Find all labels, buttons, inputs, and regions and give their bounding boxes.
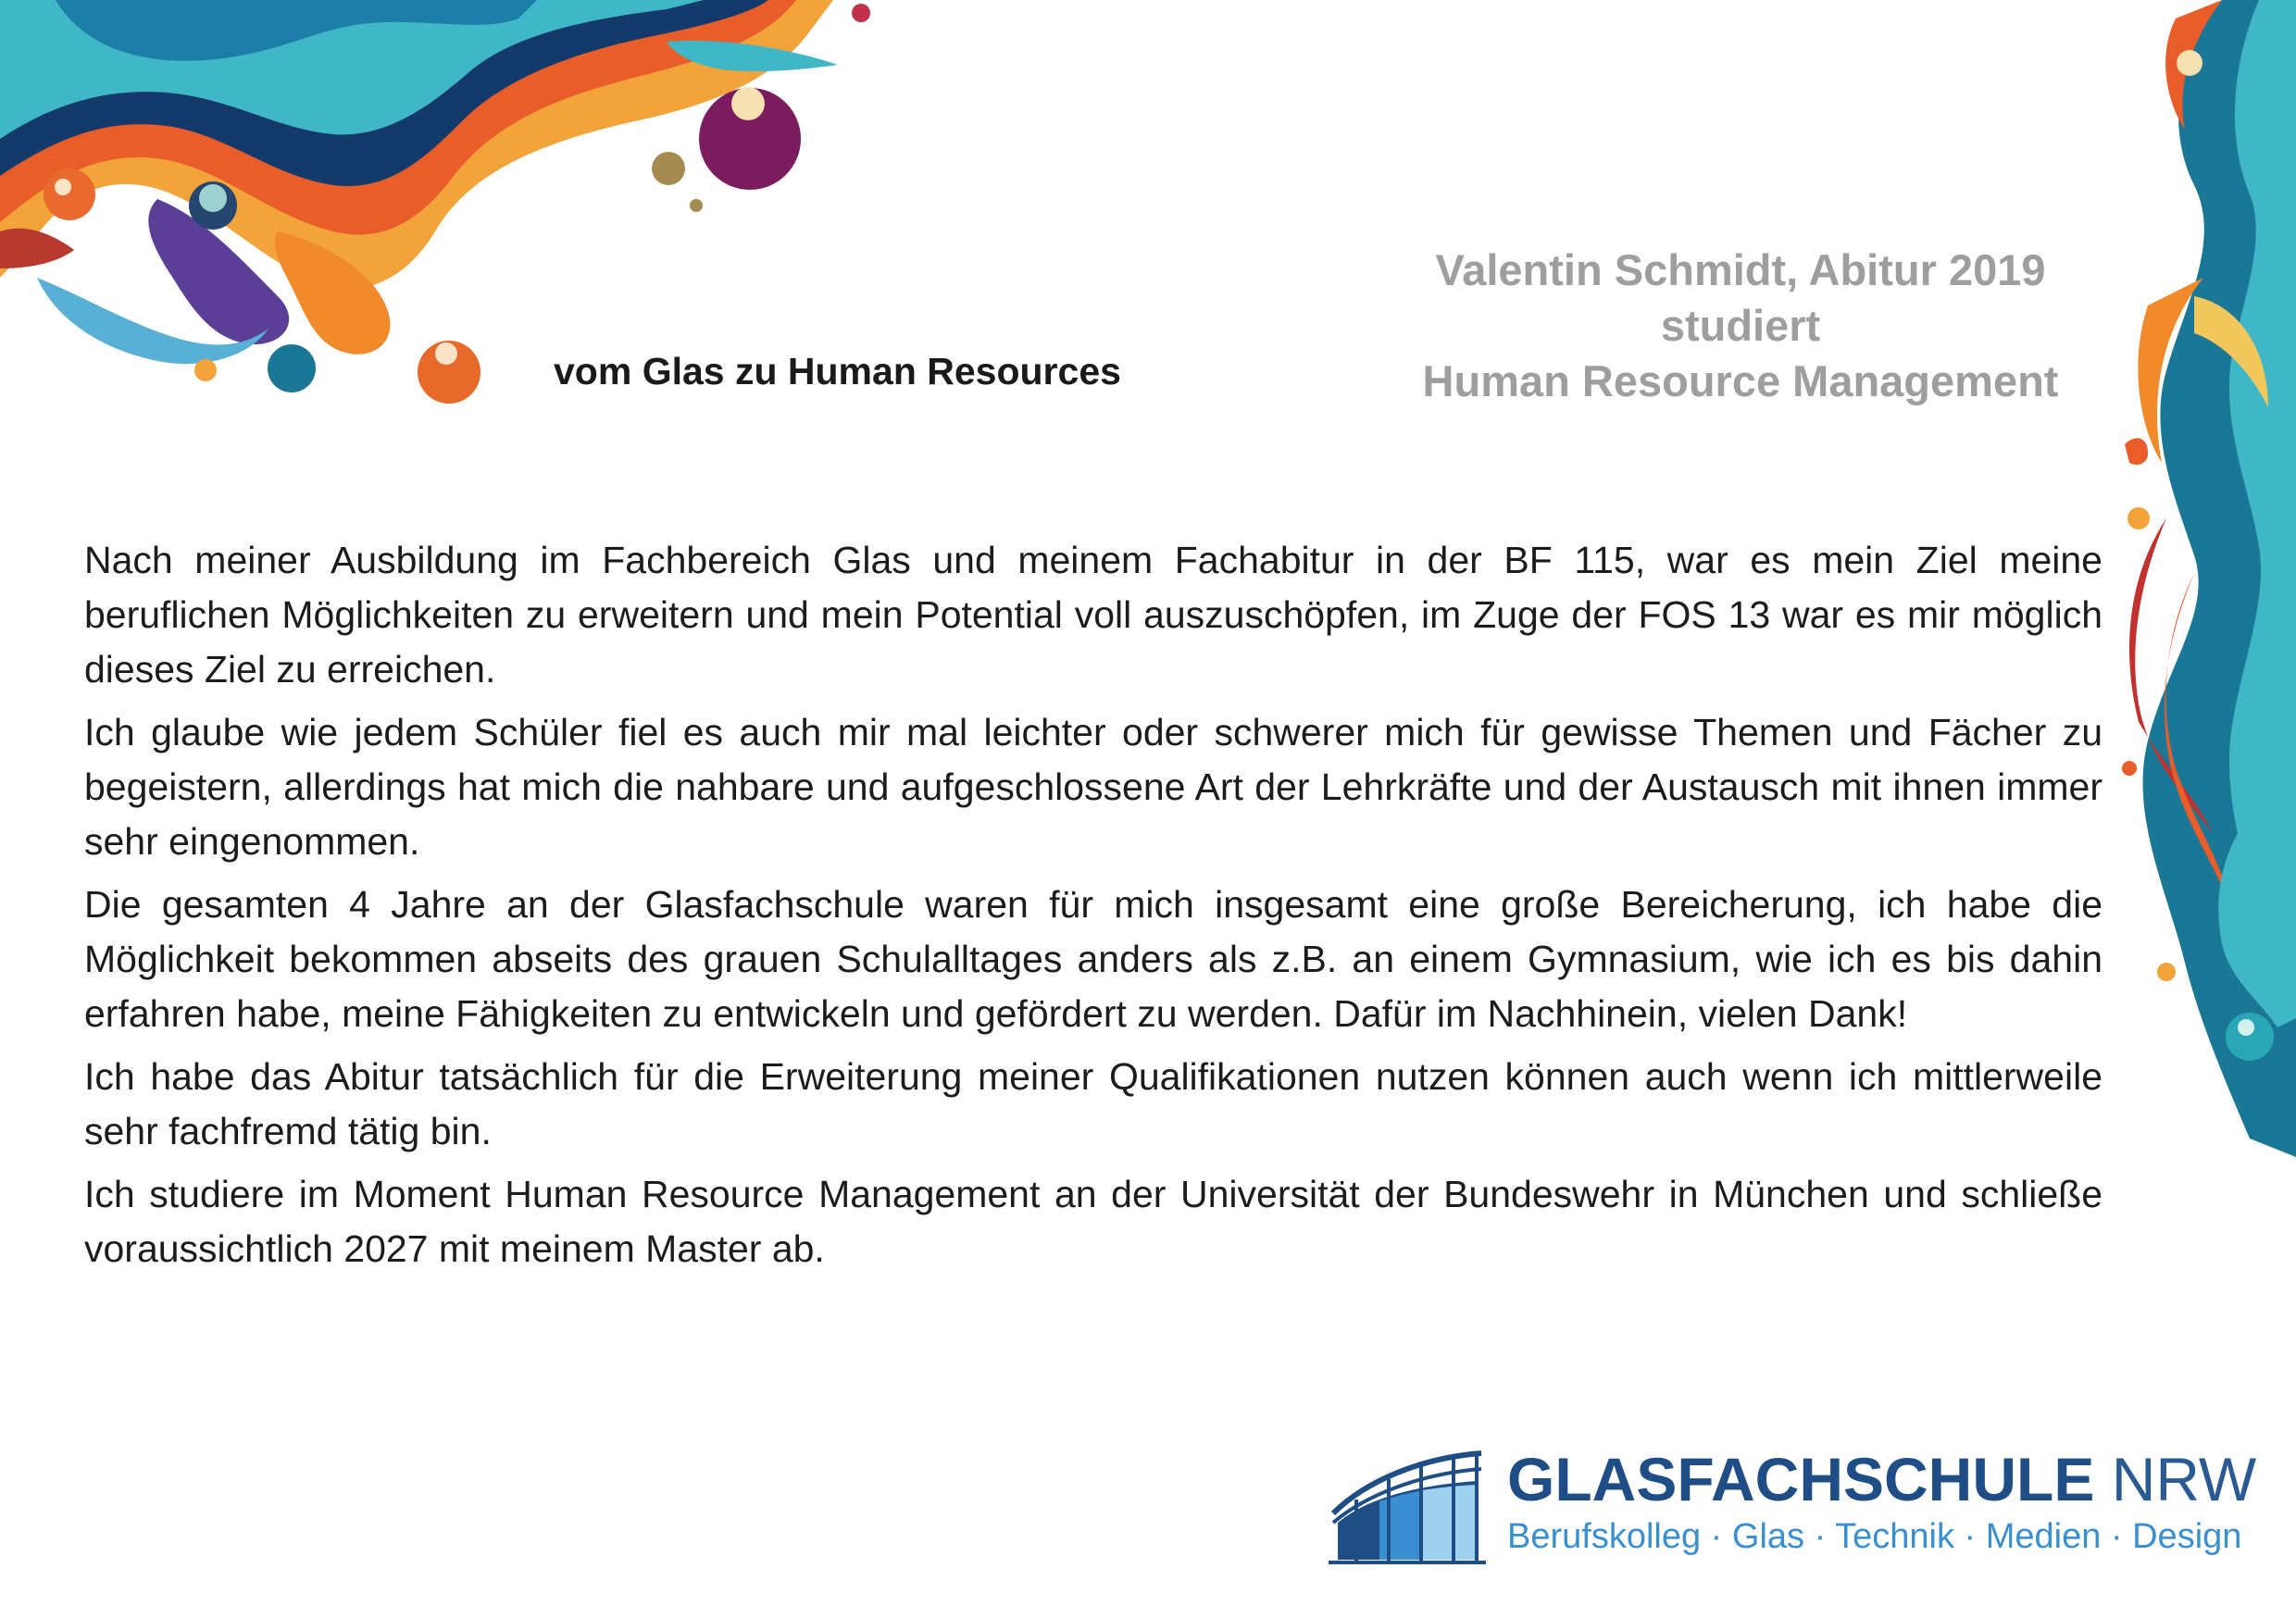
school-logo [1329,1444,2257,1564]
person-program-line: Human Resource Management [1422,356,2059,405]
testimonial-body [84,533,2103,1285]
person-name-line: Valentin Schmidt, Abitur 2019 [1435,245,2046,294]
article-subtitle: vom Glas zu Human Resources [554,350,1121,392]
decorative-swirl-right [2111,0,2296,1176]
person-status-line: studiert [1660,301,1821,350]
paragraph: Ich habe das Abitur tatsächlich für die Erweiterung meiner Qualifikationen nutzen können auch wenn ich mittlerweile sehr fachfremd tätig bin. [84,1055,2103,1152]
school-name-main: GLASFACHSCHULE [1507,1445,2095,1513]
paragraph: Ich studiere im Moment Human Resource Management an der Universität der Bundeswehr in München und schließe voraussichtlich 2027 mit meinem Master ab. [84,1173,2103,1270]
school-name [1507,1444,2256,1514]
paragraph: Nach meiner Ausbildung im Fachbereich Glas und meinem Fachabitur in der BF 115, war es mein Ziel meine beruflichen Möglichkeiten zu erweitern und mein Potential voll auszuschöpfen, im Zuge der FOS 13 war es mir möglich dieses Ziel zu erreichen. [84,539,2103,691]
glass-house-logo-icon [1329,1444,1486,1564]
paragraph: Die gesamten 4 Jahre an der Glasfachschule waren für mich insgesamt eine große Bereicherung, ich habe die Möglichkeit bekommen abseits des grauen Schulalltages anders als z.B. an einem Gymnasium, wie ich es bis dahin erfahren habe, meine Fähigkeiten zu entwickeln und gefördert zu werden. Dafür im Nachhinein, vielen Dank! [84,883,2103,1035]
school-tagline: Berufskolleg · Glas · Technik · Medien · Design [1507,1517,2242,1556]
school-name-suffix: NRW [2111,1445,2257,1513]
person-heading [1398,243,2083,409]
paragraph: Ich glaube wie jedem Schüler fiel es auch mir mal leichter oder schwerer mich für gewisse Themen und Fächer zu begeistern, allerdings hat mich die nahbare und aufgeschlossene Art der Lehrkräfte und der Austausch mit ihnen immer sehr eingenommen. [84,711,2103,863]
